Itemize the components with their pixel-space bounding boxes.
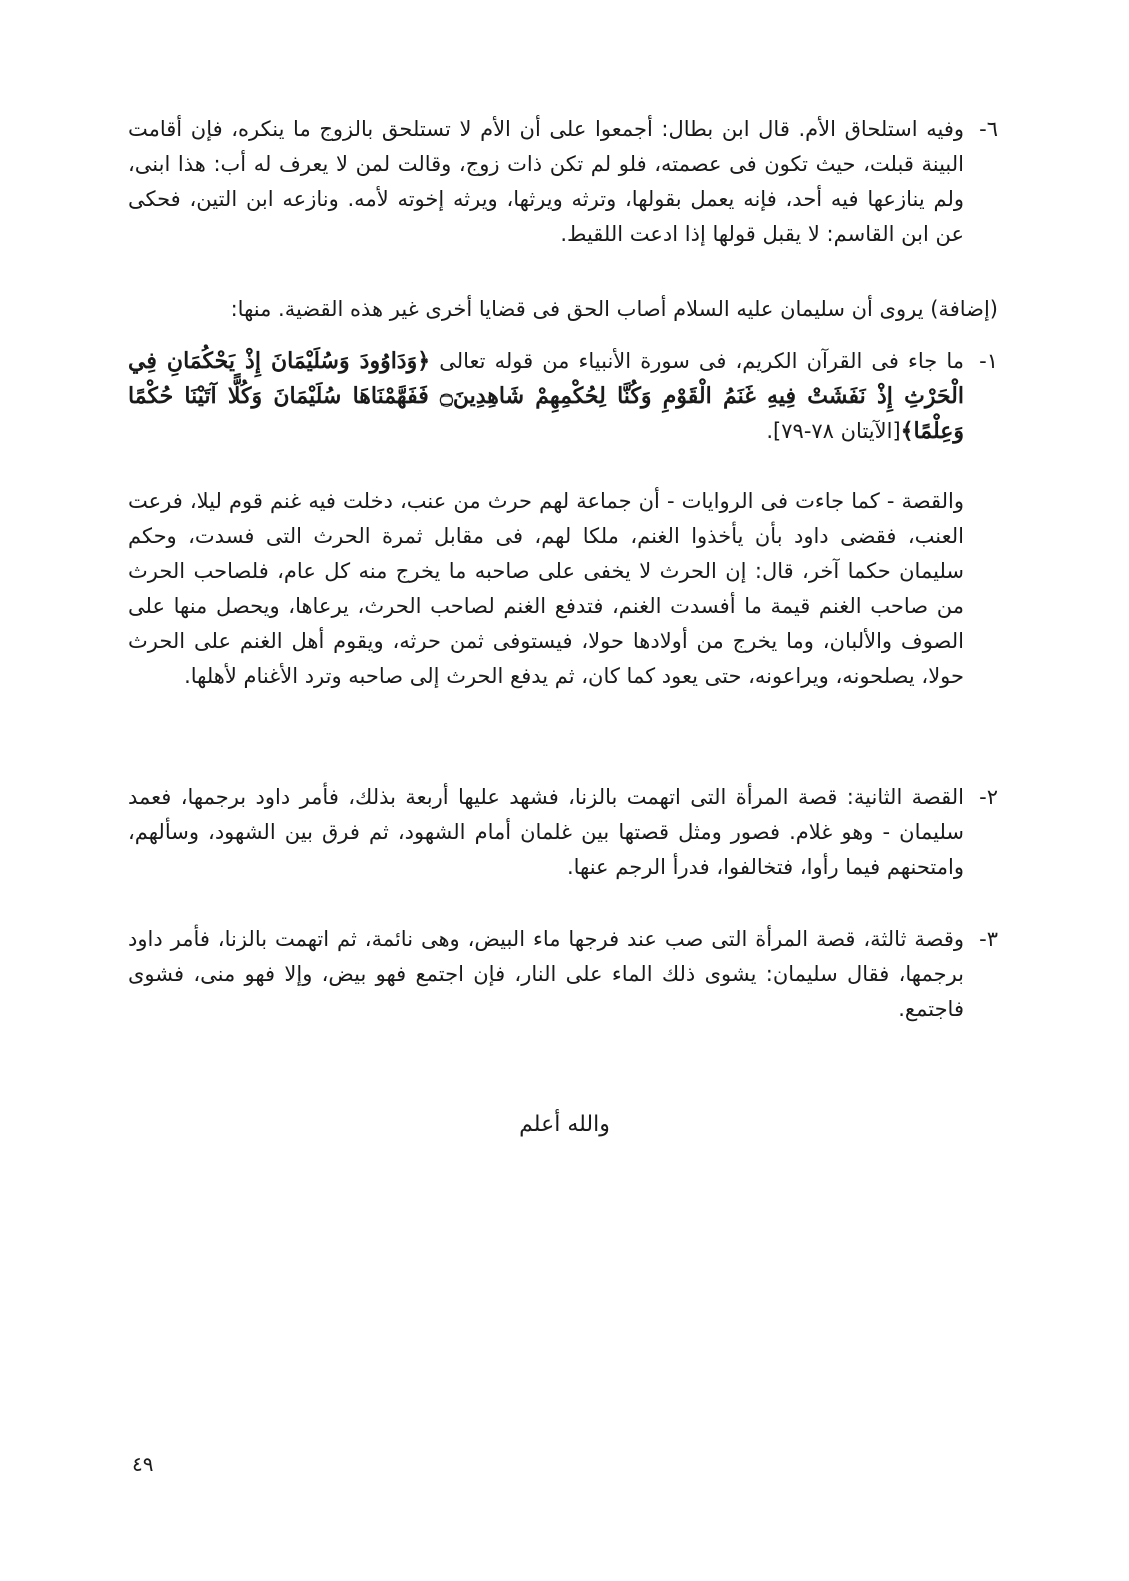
story-paragraph-text: والقصة - كما جاءت فى الروايات - أن جماعة لهم حرث من عنب، دخلت فيه غنم قوم ليلا، فرعت العنب، فقضى داود بأن يأخذوا الغنم، ملكا لهم، فى مقابل ثمرة الحرث التى فسدت، وحكم سليمان حكما آخر، قال: إن الحرث لا يخفى على صاحبه ما يخرج منه كل عام، فلصاحب الحرث من صاحب الغنم قيمة ما أفسدت الغنم، فتدفع الغنم لصاحب الحرث، يرعاها، ويحصل منها على الصوف والألبان، وما يخرج من أولادها حولا، فيستوفى ثمن حرثه، ويقوم أهل الغنم على الحرث حولا، يصلحونه، ويراعونه، حتى يعود كما كان، ثم يدفع الحرث إلى صاحبه وترد الأغنام لأهلها.	[128, 489, 964, 688]
item-6-number: ٦-	[979, 117, 998, 141]
page-number: ٤٩	[132, 1452, 154, 1476]
story-2-text: القصة الثانية: قصة المرأة التى اتهمت بالزنا، فشهد عليها أربعة بذلك، فأمر داود برجمها، فعمد سليمان - وهو غلام. فصور ومثل قصتها بين غلمان أمام الشهود، ثم فرق بين الشهود، وسألهم، وامتحنهم فيما رأوا، فتخالفوا، فدرأ الرجم عنها.	[128, 785, 964, 879]
story-2	[128, 780, 998, 885]
story-3-number: ٣-	[979, 927, 998, 951]
story-1-intro: ما جاء فى القرآن الكريم، فى سورة الأنبياء من قوله تعالى	[430, 349, 965, 373]
story-1-row	[128, 344, 998, 449]
story-1-body	[128, 344, 964, 449]
addition-text: (إضافة) يروى أن سليمان عليه السلام أصاب الحق فى قضايا أخرى غير هذه القضية. منها:	[230, 297, 998, 321]
item-6	[128, 112, 998, 252]
story-3-text: وقصة ثالثة، قصة المرأة التى صب عند فرجها ماء البيض، وهى نائمة، ثم اتهمت بالزنا، فأمر داود برجمها، فقال سليمان: يشوى ذلك الماء على النار، فإن اجتمع فهو بيض، وإلا فهو منى، فشوى فاجتمع.	[128, 927, 964, 1021]
quran-verse: ﴿وَدَاوُودَ وَسُلَيْمَانَ إِذْ يَحْكُمَانِ فِي الْحَرْثِ إِذْ نَفَشَتْ فِيهِ غَنَمُ الْقَوْمِ وَكُنَّا لِحُكْمِهِمْ شَاهِدِينَ۝ فَفَهَّمْنَاهَا سُلَيْمَانَ وَكُلًّا آتَيْنَا حُكْمًا وَعِلْمًا﴾	[128, 348, 964, 444]
addition-paragraph	[128, 292, 998, 327]
story-1	[128, 344, 998, 449]
story-paragraph	[128, 484, 964, 694]
item-6-text: وفيه استلحاق الأم. قال ابن بطال: أجمعوا على أن الأم لا تستلحق بالزوج ما ينكره، فإن أقامت البينة قبلت، حيث تكون فى عصمته، فلو لم تكن ذات زوج، وقالت لمن لا يعرف له أب: هذا ابنى، ولم ينازعها فيه أحد، فإنه يعمل بقولها، وترثه ويرثها، ويرثه إخوته لأمه. ونازعه ابن التين، فحكى عن ابن القاسم: لا يقبل قولها إذا ادعت اللقيط.	[128, 117, 964, 246]
story-2-row	[128, 780, 998, 885]
item-6-row	[128, 112, 998, 252]
verse-reference: [الآيتان ٧٨-٧٩].	[766, 419, 901, 443]
story-1-number: ١-	[979, 349, 998, 373]
story-2-number: ٢-	[979, 785, 998, 809]
closing-phrase: والله أعلم	[519, 1112, 610, 1137]
story-3	[128, 922, 998, 1027]
story-3-row	[128, 922, 998, 1027]
